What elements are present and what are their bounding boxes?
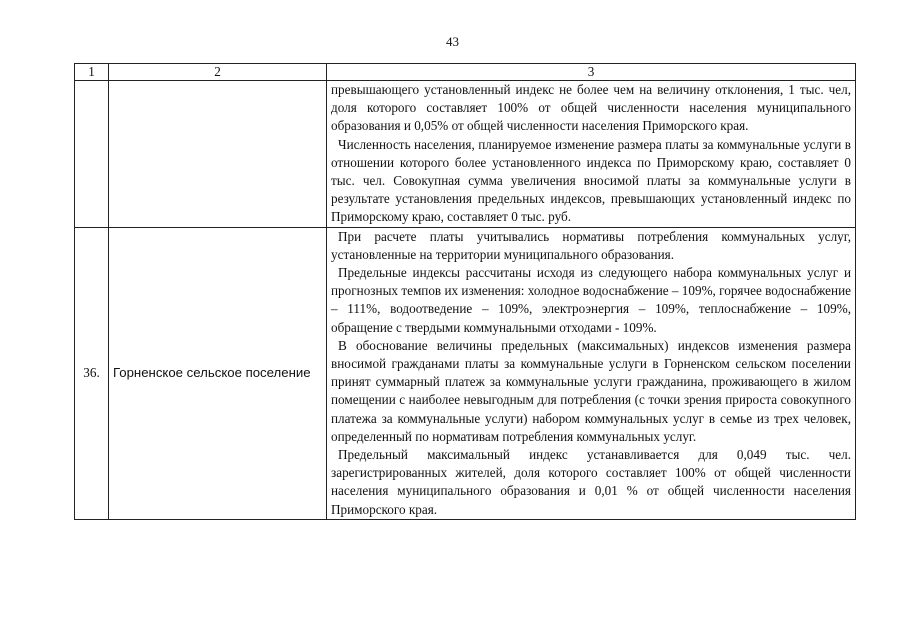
table-header-row bbox=[75, 64, 856, 81]
municipality-name-cell bbox=[109, 81, 327, 228]
municipality-name-cell: Горненское сельское поселение bbox=[109, 227, 327, 519]
table-row bbox=[75, 227, 856, 519]
description-paragraph: Предельный максимальный индекс устанавливается для 0,049 тыс. чел. зарегистрированных жителей, доля которого составляет 100% от общей численности населения муниципального образования и 0,01 % от общей численности населения Приморского края. bbox=[331, 447, 851, 517]
description-paragraph: При расчете платы учитывались нормативы потребления коммунальных услуг, установленные на территории муниципального образования. bbox=[331, 228, 851, 262]
row-number-cell bbox=[75, 81, 109, 228]
description-paragraph: В обоснование величины предельных (максимальных) индексов изменения размера вносимой гражданами платы за коммунальные услуги в Горненском сельском поселении принят суммарный платеж за коммунальные услуги гражданина, проживающего в жилом помещении с наиболее невыгодным для потребления (с точки зрения прироста совокупного платежа за коммунальные услуги) набором коммунальных услуг в семье из трех человек, определенный по нормативам потребления коммунальных услуг. bbox=[331, 337, 851, 444]
description-cell bbox=[327, 227, 856, 519]
description-paragraph: Численность населения, планируемое изменение размера платы за коммунальные услуги в отношении которого более установленного индекса по Приморскому краю, составляет 0 тыс. чел. Совокупная сумма увеличения вносимой платы за коммунальные услуги в результате установления предельных индексов, превышающих установленный индекс по Приморскому краю, составляет 0 тыс. руб. bbox=[331, 136, 851, 225]
column-header-1: 1 bbox=[75, 64, 109, 81]
column-header-2: 2 bbox=[109, 64, 327, 81]
table-row bbox=[75, 81, 856, 228]
column-header-3: 3 bbox=[327, 64, 856, 81]
page-number: 43 bbox=[446, 34, 459, 49]
row-number-cell: 36. bbox=[75, 227, 109, 519]
description-paragraph: превышающего установленный индекс не более чем на величину отклонения, 1 тыс. чел, доля которого составляет 100% от общей численности населения муниципального образования и 0,05% от общей численности населения Приморского края. bbox=[331, 82, 851, 134]
description-cell bbox=[327, 81, 856, 228]
description-paragraph: Предельные индексы рассчитаны исходя из следующего набора коммунальных услуг и прогнозных темпов их изменения: холодное водоснабжение – 109%, горячее водоснабжение – 111%, водоотведение – 109%, электроэнергия – 109%, теплоснабжение – 109%, обращение с твердыми коммунальными отходами - 109%. bbox=[331, 265, 852, 335]
data-table bbox=[74, 63, 856, 520]
